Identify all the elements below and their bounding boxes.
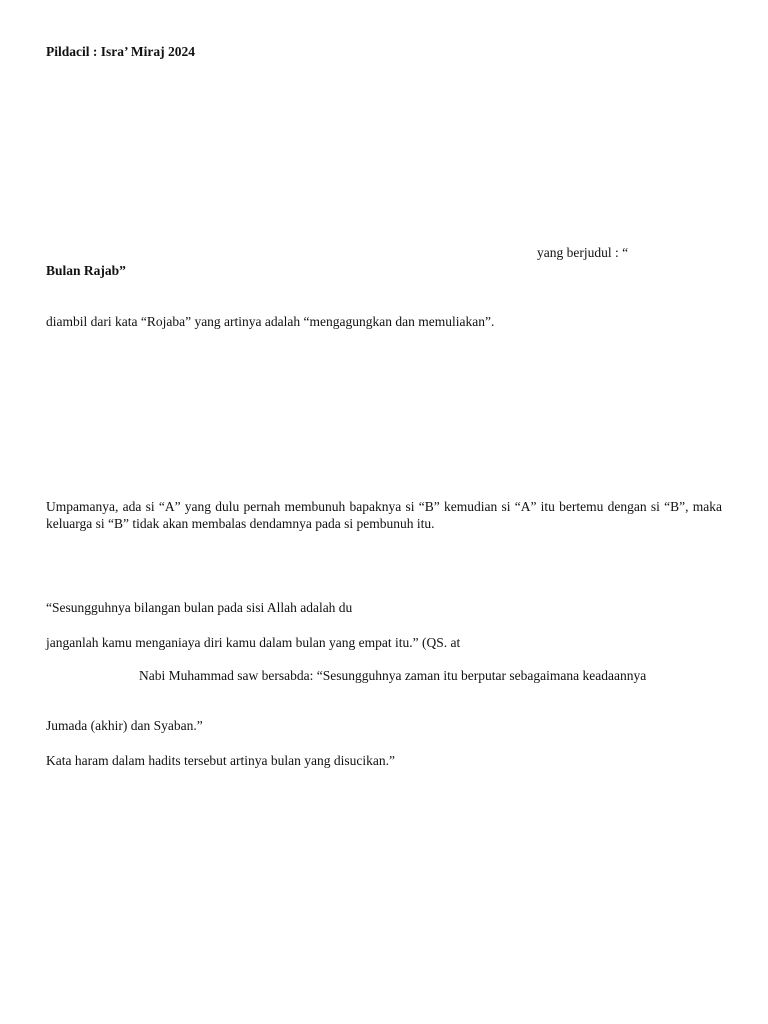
hadith-end: Jumada (akhir) dan Syaban.” (46, 718, 203, 733)
paragraph-rajab: diambil dari kata “Rojaba” yang artinya adalah “mengagungkan dan memuliakan”. (46, 314, 495, 329)
quote-line-1: “Sesungguhnya bilangan bulan pada sisi Allah adalah du (46, 600, 353, 615)
title-lead-text: yang berjudul : “ (537, 245, 629, 260)
document-title: Bulan Rajab” (46, 263, 126, 278)
closing-line: Kata haram dalam hadits tersebut artinya bulan yang disucikan.” (46, 753, 396, 768)
quote-line-2: janganlah kamu menganiaya diri kamu dalam bulan yang empat itu.” (QS. at (46, 635, 461, 650)
paragraph-example: Umpamanya, ada si “A” yang dulu pernah membunuh bapaknya si “B” kemudian si “A” itu bertemu dengan si “B”, maka keluarga si “B” tidak akan membalas dendamnya pada si pembunuh itu. (46, 499, 722, 531)
document-header: Pildacil : Isra’ Miraj 2024 (46, 44, 195, 59)
hadith-line: Nabi Muhammad saw bersabda: “Sesungguhnya zaman itu berputar sebagaimana keadaannya (139, 668, 647, 683)
